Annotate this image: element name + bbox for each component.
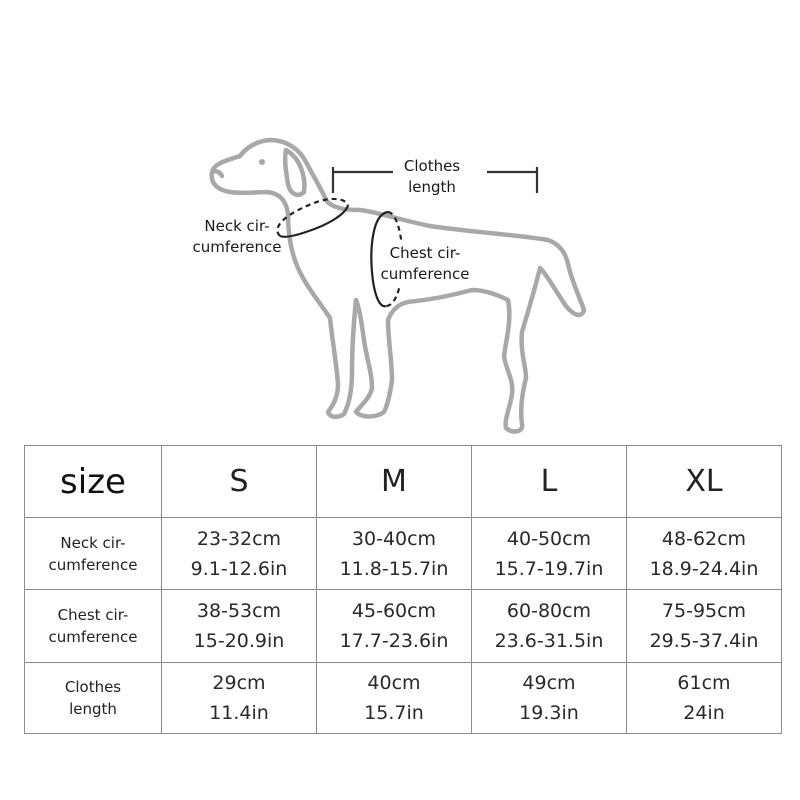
row-label-neck: Neck cir- cumference: [25, 518, 162, 590]
table-cell: 60-80cm 23.6-31.5in: [472, 590, 627, 663]
size-chart-table: [24, 445, 782, 734]
table-cell: 48-62cm 18.9-24.4in: [627, 518, 782, 590]
table-cell: 45-60cm 17.7-23.6in: [317, 590, 472, 663]
table-cell: 30-40cm 11.8-15.7in: [317, 518, 472, 590]
size-header-xl: XL: [627, 446, 782, 518]
table-cell: 40-50cm 15.7-19.7in: [472, 518, 627, 590]
row-label-chest: Chest cir- cumference: [25, 590, 162, 663]
table-cell: 49cm 19.3in: [472, 663, 627, 734]
chest-circumference-label: Chest cir- cumference: [377, 243, 473, 285]
table-row-chest: [25, 590, 782, 663]
table-row-neck: [25, 518, 782, 590]
table-row-length: [25, 663, 782, 734]
table-cell: 23-32cm 9.1-12.6in: [162, 518, 317, 590]
row-label-length: Clothes length: [25, 663, 162, 734]
size-header-row: [25, 446, 782, 518]
table-cell: 61cm 24in: [627, 663, 782, 734]
table-cell: 75-95cm 29.5-37.4in: [627, 590, 782, 663]
clothes-length-label: Clothes length: [403, 157, 461, 196]
table-cell: 29cm 11.4in: [162, 663, 317, 734]
size-corner-label: size: [25, 446, 162, 518]
size-header-s: S: [162, 446, 317, 518]
neck-circumference-label: Neck cir- cumference: [192, 217, 282, 256]
table-cell: 40cm 15.7in: [317, 663, 472, 734]
size-header-l: L: [472, 446, 627, 518]
dog-eye-icon: [259, 159, 265, 165]
table-cell: 38-53cm 15-20.9in: [162, 590, 317, 663]
size-header-m: M: [317, 446, 472, 518]
